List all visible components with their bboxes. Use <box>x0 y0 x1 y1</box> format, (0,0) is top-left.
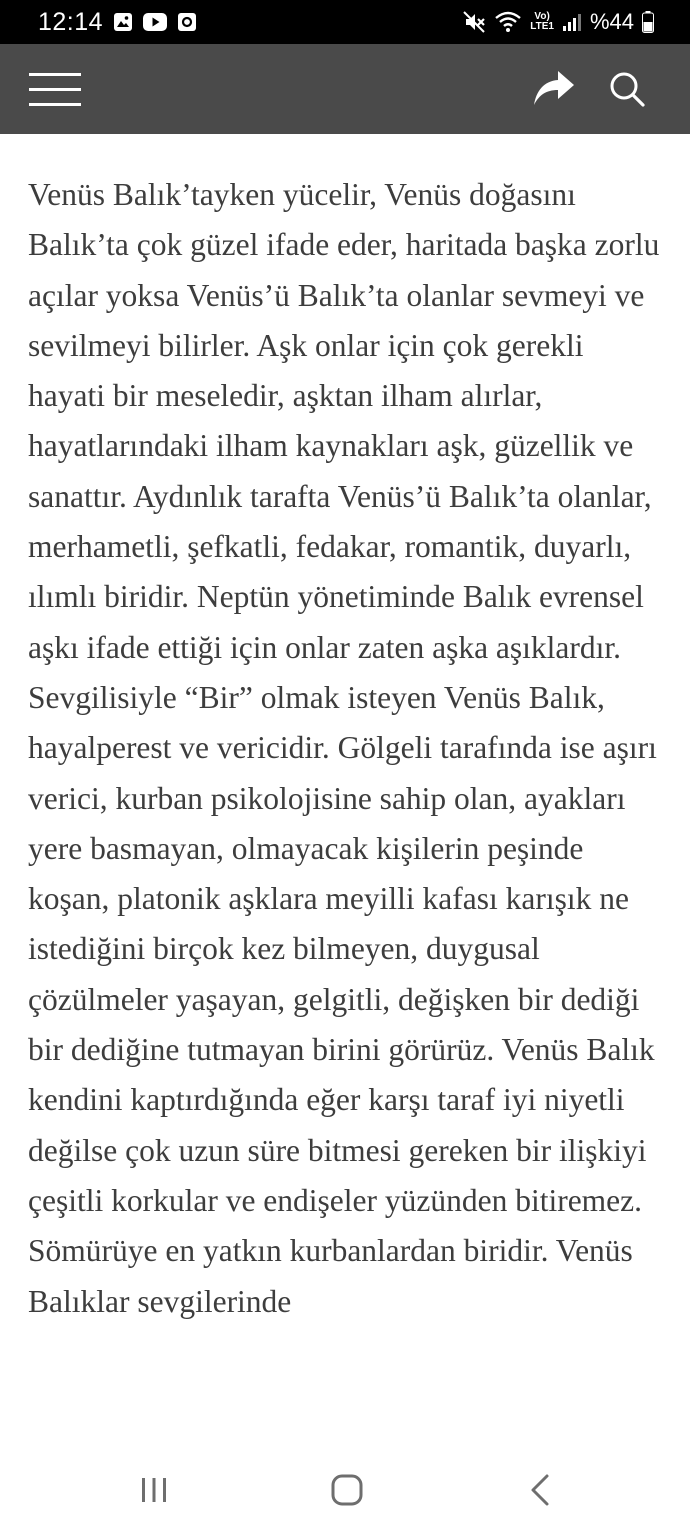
network-label <box>530 12 554 32</box>
status-right <box>462 9 654 35</box>
app-bar <box>0 44 690 134</box>
menu-icon[interactable] <box>29 73 81 107</box>
share-icon[interactable] <box>532 69 576 109</box>
recent-apps-icon[interactable] <box>138 1476 170 1504</box>
network-label-bottom: LTE1 <box>530 21 554 32</box>
status-time: 12:14 <box>38 7 104 36</box>
mute-icon <box>462 10 486 34</box>
youtube-icon <box>143 13 167 31</box>
battery-icon <box>642 11 654 33</box>
app-icon <box>177 12 197 32</box>
navigation-bar <box>0 1448 690 1533</box>
wifi-icon <box>494 10 522 34</box>
article-content <box>28 170 668 1448</box>
status-left <box>38 8 197 37</box>
status-bar <box>0 0 690 44</box>
battery-percent: %44 <box>589 9 634 34</box>
gallery-icon <box>113 12 133 32</box>
search-icon[interactable] <box>608 70 646 108</box>
back-icon[interactable] <box>527 1473 551 1507</box>
signal-icon <box>562 12 582 32</box>
home-icon[interactable] <box>330 1473 364 1507</box>
article-body: Venüs Balık’tayken yücelir, Venüs doğasını Balık’ta çok güzel ifade eder, haritada başka zorlu açılar yoksa Venüs’ü Balık’ta olanlar sevmeyi ve sevilmeyi bilirler. Aşk onlar için çok gerekli hayati bir meseledir, aşktan ilham alırlar, hayatlarındaki ilham kaynakları aşk, güzellik ve sanattır. Aydınlık tarafta Venüs’ü Balık’ta olanlar, merhametli, şefkatli, fedakar, romantik, duyarlı, ılımlı biridir. Neptün yönetiminde Balık evrensel aşkı ifade ettiği için onlar zaten aşka aşıklardır. Sevgilisiyle “Bir” olmak isteyen Venüs Balık, hayalperest ve vericidir. Gölgeli tarafında ise aşırı verici, kurban psikolojisine sahip olan, ayakları yere basmayan, olmayacak kişilerin peşinde koşan, platonik aşklara meyilli kafası karışık ne istediğini birçok kez bilmeyen, duygusal çözülmeler yaşayan, gelgitli, değişken bir dediği bir dediğine tutmayan birini görürüz. Venüs Balık kendini kaptırdığında eğer karşı taraf iyi niyetli değilse çok uzun süre bitmesi gereken bir ilişkiyi çeşitli korkular ve endişeler yüzünden bitiremez. Sömürüye en yatkın kurbanlardan biridir. Venüs Balıklar sevgilerinde <box>28 177 660 1319</box>
network-label-top: Vo) <box>534 11 550 22</box>
